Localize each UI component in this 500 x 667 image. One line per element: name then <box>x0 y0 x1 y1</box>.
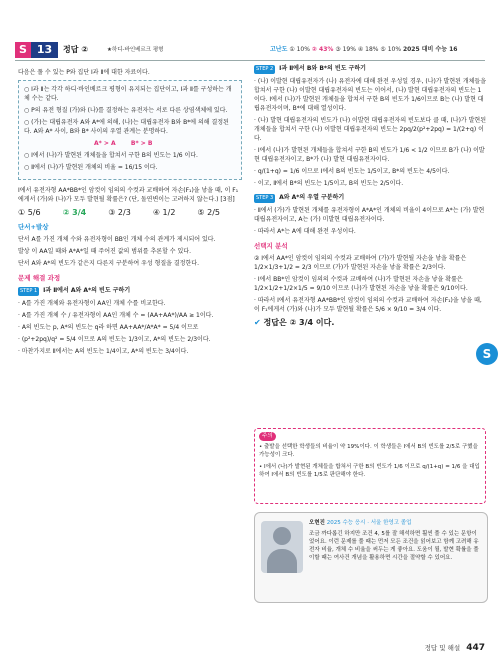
topic-label: ★하디-바인베르크 평형 <box>107 47 164 53</box>
step2-title: Ⅰ과 Ⅱ에서 B와 B*의 빈도 구하기 <box>279 65 366 72</box>
box-line-2: ○ P의 유전 형질 (가)와 (나)를 결정하는 유전자는 서로 다른 상염색체에 있다. <box>24 107 228 114</box>
stat-1: ① 10% <box>289 46 310 53</box>
idea-1: 발상 이 AA일 때와 A*A*일 때 주어진 값의 범위를 추론할 수 있다. <box>18 248 191 255</box>
right-column <box>254 64 486 330</box>
step1-line-4: · (p²+2pq)/q² = 5/4 이므로 A의 빈도는 1/3이고, A*의 빈도는 2/3이다. <box>18 336 211 343</box>
stat-3: ③ 19% <box>335 46 356 53</box>
step3-heading <box>254 193 486 203</box>
problem-intro: 다음은 풀 수 있는 P와 집단 Ⅰ과 Ⅱ에 대한 자료이다. <box>18 69 150 76</box>
final-answer <box>254 318 486 327</box>
step3-title: A와 A*의 우열 구분하기 <box>279 194 345 201</box>
dominance-annotations <box>24 139 236 148</box>
box-line-3: ○ (가)는 대립유전자 A와 A*에 의해, (나)는 대립유전자 B와 B*에 의해 결정된다. A와 A* 사이, B와 B* 사이의 우열 관계는 분명하다. <box>24 119 229 135</box>
step3-badge: STEP 3 <box>256 195 274 201</box>
step2-line-1: · (나) 이발현 대립유전자가 (나) 유전자에 대해 완전 우성일 경우, (나)가 발현된 개체들을 합쳐서 구한 (나) 이발현 대립유전자의 빈도는 이어서, (나) 발현 대립유전자의 빈도는 1이다. Ⅰ에서 (나)가 발현된 개체들을 합쳐서 구한 B의 빈도가 1/6이므로 B는 (나) 발현 대립유전자이며, B*에 대해 열성이다. <box>254 78 487 112</box>
choice-line-3: · 따라서 Ⅰ에서 유전자형 AA*BB*인 암컷이 임의의 수컷과 교배하여 자손(F₁)을 낳을 때, 이 F₁에게서 (가)와 (나)가 모두 발현될 확률은 5/6 × 9/10 = 3/4 이다. <box>254 297 482 313</box>
student-comment <box>309 519 481 565</box>
step1-line-5: · 마찬가지로 Ⅱ에서는 A의 빈도는 1/4이고, A*의 빈도는 3/4이다. <box>18 348 189 355</box>
step2-badge: STEP 2 <box>256 66 274 72</box>
exam-label: 2025 대비 수능 16 <box>402 46 458 53</box>
answer-label: 정답 ② <box>63 45 89 54</box>
step1-line-3: · A의 빈도는 p, A*의 빈도는 q라 하면 AA+AA*/A*A* = 5/4 이므로 <box>18 324 199 331</box>
annotation-b: B* > B <box>130 140 153 147</box>
clue-1: 단서 A를 가진 개체 수와 유전자형이 BB인 개체 수의 관계가 제시되어 있다. <box>18 236 216 243</box>
option-5[interactable]: ⑤ 2/5 <box>197 208 220 217</box>
step3-line-2: · 따라서 A*는 A에 대해 완전 우성이다. <box>254 228 356 235</box>
step1-line-2: · A를 가진 개체 수 / 유전자형이 AA인 개체 수 = (AA+AA*)/AA ≥ 1이다. <box>18 312 214 319</box>
tip-box <box>254 428 486 504</box>
student-info: 2025 수능 응시 · 서울 한영고 졸업 <box>326 520 412 526</box>
choice-line-1: ② Ⅰ에서 AA*인 암컷이 임의의 수컷과 교배하여 (가)가 발현될 자손을 낳을 확률은 1/2×1/3+1/2 = 2/3 이므로 (가)가 발현된 자손을 낳을 확률은 2/3이다. <box>254 255 467 271</box>
step2-line-5: · 이고, Ⅱ에서 B*의 빈도는 1/5이고, B의 빈도는 2/5이다. <box>254 180 404 187</box>
step2-line-4: · q/(1+q) = 1/6 이므로 Ⅰ에서 B의 빈도는 1/5이고, B*의 빈도는 4/5이다. <box>254 168 450 175</box>
step2-line-3: · Ⅰ에서 (나)가 발현된 개체들을 합쳐서 구한 B의 빈도가 1/6 < 1/2 이므로 B가 (나) 이발현 대립유전자이고, B*가 (나) 발현 대립유전자이다. <box>254 147 485 163</box>
tip-line-1: • 출발을 선택한 학생들의 비율이 약 19%이다. 이 학생들은 Ⅰ에서 B의 빈도를 2/5로 구했을 가능성이 크다. <box>259 443 478 458</box>
check-icon: ✔ <box>254 318 261 327</box>
student-quote: 조금 까다롭긴 하지만 조건 4, 5를 잘 해석하면 훨씬 풀 수 있는 문항이었어요. 이런 문제를 풀 때는 먼저 모든 조건을 읽어보고 함께 고려해 유전자 비율, 개체 수 비율을 써두는 게 좋아요. 도움이 될, 발현 확률을 풀이할 때는 여사건 개념을 활용하면 시간을 절약할 수 있어요. <box>309 531 479 561</box>
tip-line-2: • Ⅰ에서 (나)가 발현된 개체들을 합쳐서 구한 B의 빈도가 1/6 이므로 q/(1+q) = 1/6 을 대입하여 Ⅰ에서 B의 빈도를 1/5로 판단해야 한다. <box>259 463 480 478</box>
step1-title: Ⅰ과 Ⅱ에서 A와 A*의 빈도 구하기 <box>43 287 131 294</box>
problem-box <box>18 80 242 180</box>
choice-line-2: · Ⅰ에서 BB*인 암컷이 임의의 수컷과 교배하여 (나)가 발현된 자손을 낳을 확률은 1/2×1/2+1/2×1/5 = 9/10 이므로 (나)가 발현된 자손을 낳을 확률은 9/10이다. <box>254 276 468 292</box>
header-divider <box>15 60 485 61</box>
left-column <box>18 68 242 359</box>
stat-4: ④ 18% <box>357 46 379 53</box>
page-number: 447 <box>466 643 485 653</box>
process-title: 문제 해결 과정 <box>18 274 61 282</box>
student-comment-card <box>254 512 488 603</box>
side-section-badge: S <box>476 343 498 365</box>
student-photo <box>261 521 303 573</box>
difficulty-level: 고난도 <box>270 46 288 53</box>
step2-heading <box>254 64 486 74</box>
box-line-1: ○ Ⅰ과 Ⅱ는 각각 하디·바인베르크 평형이 유지되는 집단이고, Ⅰ과 Ⅱ를 구성하는 개체 수는 같다. <box>24 86 232 102</box>
options-row <box>18 208 242 217</box>
annotation-a: A* > A <box>94 140 116 147</box>
stat-2: ② 43% <box>311 46 334 53</box>
solution-label: 단서+발상 <box>18 223 49 231</box>
step2-line-2: · (나) 발현 대립유전자의 빈도가 (나) 이발현 대립유전자의 빈도보다 클 때, (나)가 발현된 개체들을 합쳐서 구한 (나) 이발현 대립유전자의 빈도는 2pq/2(p²+2pq) = 1/(2+q) 이다. <box>254 117 487 142</box>
box-line-5: ○ Ⅱ에서 (나)가 발현된 개체의 비율 = 16/15 이다. <box>24 164 158 171</box>
section-badge: S <box>15 42 31 58</box>
option-3[interactable]: ③ 2/3 <box>108 208 131 217</box>
option-4[interactable]: ④ 1/2 <box>152 208 176 217</box>
question-header <box>15 42 485 60</box>
question-text: Ⅰ에서 유전자형 AA*BB*인 암컷이 임의의 수컷과 교배하여 자손(F₁)을 낳을 때, 이 F₁에게서 (가)와 (나)가 모두 발현될 확률은? (단, 돌연변이는 고려하지 않는다.) [3점] <box>18 187 239 203</box>
final-answer-text: 정답은 ② 3/4 이다. <box>263 318 335 327</box>
option-2[interactable]: ② 3/4 <box>62 208 87 217</box>
question-number: 13 <box>31 42 58 58</box>
step1-heading <box>18 286 242 296</box>
clue-2: 단서 A와 A*의 빈도가 같은지 다른지 구분하여 우성 형질을 결정한다. <box>18 260 199 267</box>
choice-analysis-title: 선택지 분석 <box>254 242 288 250</box>
tip-tag: 주의 <box>259 432 276 441</box>
step1-line-1: · A를 가진 개체와 유전자형이 AA인 개체 수를 비교한다. <box>18 300 166 307</box>
step3-line-1: · Ⅱ에서 (가)가 발현된 개체를 유전자형이 A*A*인 개체의 비율이 4이므로 A*는 (가) 발현 대립유전자이고, A는 (가) 미발현 대립유전자이다. <box>254 207 485 223</box>
box-line-4: ○ Ⅰ에서 (나)가 발현된 개체들을 합쳐서 구한 B의 빈도는 1/6 이다. <box>24 152 198 159</box>
option-1[interactable]: ① 5/6 <box>18 208 41 217</box>
answer-stats <box>270 44 457 53</box>
stat-5: ⑤ 10% <box>380 46 402 53</box>
footer-label: 정답 및 해설 <box>424 644 461 652</box>
student-heading <box>309 519 481 527</box>
step1-badge: STEP 1 <box>20 288 38 294</box>
page-footer <box>425 643 485 653</box>
student-name: 오현진 <box>309 520 325 526</box>
